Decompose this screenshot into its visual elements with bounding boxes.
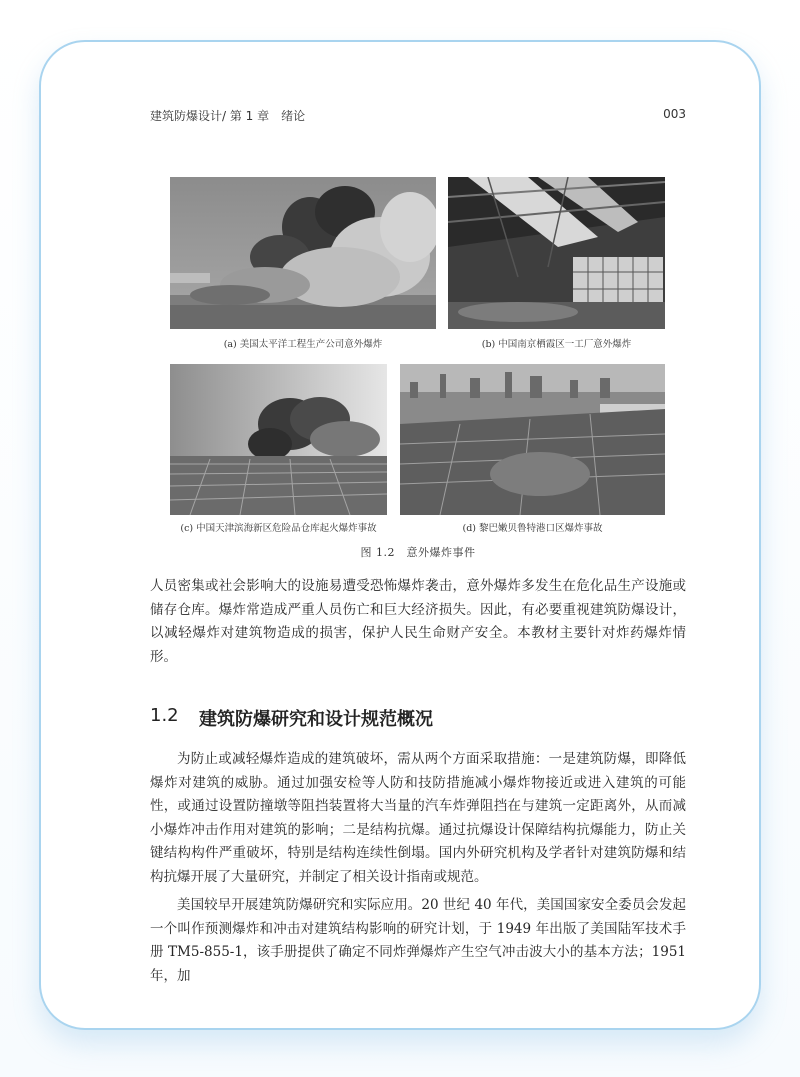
running-header bbox=[150, 107, 686, 125]
caption-b: (b) 中国南京栖霞区一工厂意外爆炸 bbox=[481, 339, 632, 350]
body-paragraph-2: 美国较早开展建筑防爆研究和实际应用。20 世纪 40 年代，美国国家安全委员会发起一个叫作预测爆炸和冲击对建筑结构影响的研究计划，于 1949 年出版了美国陆军技术手册 TM5-855-1，该手册提供了确定不同炸弹爆炸产生空气冲击波大小的基本方法；1951 年，加 bbox=[150, 897, 686, 984]
running-title: 建筑防爆设计/ 第 1 章 绪论 bbox=[150, 109, 306, 123]
body-paragraph-1: 为防止或减轻爆炸造成的建筑破坏，需从两个方面采取措施：一是建筑防爆，即降低爆炸对建筑的威胁。通过加强安检等人防和技防措施减小爆炸物接近或进入建筑的可能性，或通过设置防撞墩等阻挡装置将大当量的汽车炸弹阻挡在与建筑一定距离外，从而减小爆炸冲击作用对建筑的影响；二是结构抗爆。通过抗爆设计保障结构抗爆能力，防止关键结构构件严重破坏，特别是结构连续性倒塌。国内外研究机构及学者针对建筑防爆和结构抗爆开展了大量研究，并制定了相关设计指南或规范。 bbox=[150, 751, 686, 885]
photo-a-explosion-smoke bbox=[170, 177, 436, 329]
page-number: 003 bbox=[663, 107, 686, 121]
section-number: 1.2 bbox=[150, 705, 179, 726]
section-heading bbox=[150, 705, 686, 731]
caption-a: (a) 美国太平洋工程生产公司意外爆炸 bbox=[223, 339, 383, 350]
photo-d-graphic bbox=[400, 364, 665, 515]
intro-paragraph: 人员密集或社会影响大的设施易遭受恐怖爆炸袭击，意外爆炸多发生在危化品生产设施或储存仓库。爆炸常造成严重人员伤亡和巨大经济损失。因此，有必要重视建筑防爆设计，以减轻爆炸对建筑物造成的损害，保护人民生命财产安全。本教材主要针对炸药爆炸情形。 bbox=[150, 578, 686, 665]
section-title: 建筑防爆研究和设计规范概况 bbox=[199, 709, 433, 730]
photo-c-warehouse-fire bbox=[170, 364, 387, 515]
figure-title: 图 1.2 意外爆炸事件 bbox=[360, 546, 476, 559]
photo-d-port-aftermath bbox=[400, 364, 665, 515]
photo-b-graphic bbox=[448, 177, 665, 329]
caption-d: (d) 黎巴嫩贝鲁特港口区爆炸事故 bbox=[462, 523, 603, 534]
photo-a-graphic bbox=[170, 177, 436, 329]
photo-c-graphic bbox=[170, 364, 387, 515]
caption-c: (c) 中国天津滨海新区危险品仓库起火爆炸事故 bbox=[180, 523, 377, 534]
photo-b-damaged-factory bbox=[448, 177, 665, 329]
